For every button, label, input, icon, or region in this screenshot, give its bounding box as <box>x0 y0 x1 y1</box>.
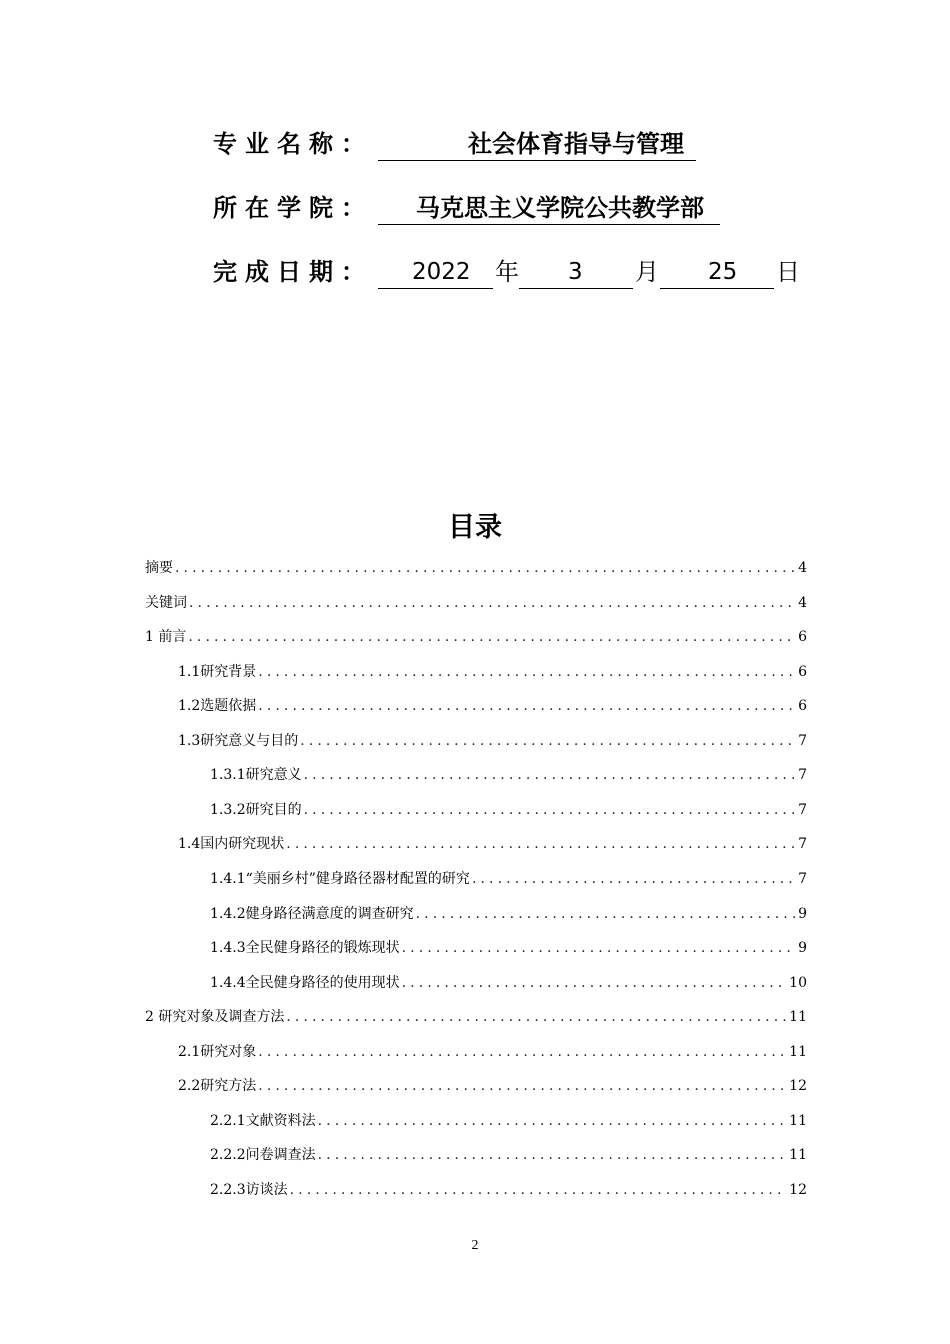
toc-entry-page: 7 <box>798 836 807 853</box>
day-unit: 日 <box>776 258 800 286</box>
college-row <box>213 190 813 226</box>
toc-entry-page: 11 <box>789 1112 807 1129</box>
toc-title: 目录 <box>448 512 502 543</box>
toc-leader-dots <box>290 1180 788 1200</box>
toc-leader-dots <box>318 1145 788 1165</box>
toc-entry-text: 1.3.1研究意义 <box>210 767 302 784</box>
toc-entry-page: 9 <box>798 905 807 922</box>
toc-entry[interactable] <box>145 552 807 578</box>
toc-entry-page: 7 <box>798 732 807 749</box>
date-label: 完成日期： <box>213 258 373 286</box>
toc-entry[interactable] <box>210 1105 807 1131</box>
toc-leader-dots <box>258 696 796 716</box>
toc-leader-dots <box>416 904 796 924</box>
toc-entry[interactable] <box>145 1001 807 1027</box>
toc-entry[interactable] <box>210 1139 807 1165</box>
toc-leader-dots <box>189 593 796 613</box>
toc-entry-page: 10 <box>789 974 807 991</box>
toc-entry-text: 2.2.2问卷调查法 <box>210 1147 316 1164</box>
toc-entry-text: 1.3.2研究目的 <box>210 801 302 818</box>
toc-entry-page: 11 <box>789 1147 807 1164</box>
toc-entry-text: 1.2选题依据 <box>178 698 257 715</box>
toc-leader-dots <box>318 1111 788 1131</box>
toc-entry[interactable] <box>178 656 807 682</box>
toc-entry[interactable] <box>178 1036 807 1062</box>
toc-entry-text: 1.1研究背景 <box>178 663 257 680</box>
toc-entry[interactable] <box>145 621 807 647</box>
toc-entry-text: 1.4.2健身路径满意度的调查研究 <box>210 905 414 922</box>
toc-entry-page: 12 <box>789 1078 807 1095</box>
toc-entry[interactable] <box>210 967 807 993</box>
toc-leader-dots <box>300 731 796 751</box>
toc-entry-text: 2.2.3访谈法 <box>210 1181 288 1198</box>
toc-entry[interactable] <box>210 932 807 958</box>
toc-entry[interactable] <box>178 725 807 751</box>
toc-leader-dots <box>286 1007 787 1027</box>
toc-leader-dots <box>472 869 796 889</box>
toc-entry[interactable] <box>178 828 807 854</box>
toc-entry-text: 1.4.3全民健身路径的锻炼现状 <box>210 940 400 957</box>
year-value: 2022 <box>412 259 471 285</box>
toc-entry-text: 关键词 <box>145 594 187 611</box>
toc-entry-page: 11 <box>789 1043 807 1060</box>
toc-entry[interactable] <box>178 1070 807 1096</box>
toc-entry-page: 9 <box>798 940 807 957</box>
toc-leader-dots <box>402 973 788 993</box>
toc-entry[interactable] <box>210 759 807 785</box>
toc-entry-text: 1 前言 <box>145 629 187 646</box>
toc-entry-page: 4 <box>798 560 807 576</box>
major-label: 专业名称： <box>213 130 373 158</box>
toc-entry-text: 2.2.1文献资料法 <box>210 1112 316 1129</box>
college-label: 所在学院： <box>213 194 373 222</box>
major-value: 社会体育指导与管理 <box>468 130 684 158</box>
toc-entry-page: 7 <box>798 870 807 887</box>
toc-entry[interactable] <box>210 898 807 924</box>
toc-leader-dots <box>304 800 796 820</box>
toc-entry[interactable] <box>210 794 807 820</box>
toc-entry-page: 7 <box>798 801 807 818</box>
day-value: 25 <box>708 259 738 285</box>
toc-leader-dots <box>188 627 796 647</box>
major-row <box>213 126 813 162</box>
page-number: 2 <box>471 1238 479 1253</box>
toc-leader-dots <box>402 938 796 958</box>
toc-entry-text: 2 研究对象及调查方法 <box>145 1009 285 1026</box>
toc-entry[interactable] <box>210 1174 807 1200</box>
toc-entry-page: 6 <box>798 663 807 680</box>
toc-leader-dots <box>286 834 796 854</box>
toc-entry-page: 7 <box>798 767 807 784</box>
toc-entry-text: 2.2研究方法 <box>178 1078 257 1095</box>
month-value: 3 <box>568 259 583 285</box>
toc-entry-text: 1.4.4全民健身路径的使用现状 <box>210 974 400 991</box>
toc-entry-text: 1.3研究意义与目的 <box>178 732 299 749</box>
toc-leader-dots <box>258 1076 787 1096</box>
toc-entry-text: 1.4.1“美丽乡村”健身路径器材配置的研究 <box>210 870 470 887</box>
toc-entry[interactable] <box>178 690 807 716</box>
toc-entry[interactable] <box>210 863 807 889</box>
toc-leader-dots <box>304 765 796 785</box>
toc-entry[interactable] <box>145 587 807 613</box>
month-unit: 月 <box>635 258 659 286</box>
toc-leader-dots <box>258 662 796 682</box>
toc-entry-page: 4 <box>798 594 807 611</box>
toc-entry-text: 1.4国内研究现状 <box>178 836 285 853</box>
toc-entry-page: 12 <box>789 1181 807 1198</box>
toc-entry-page: 11 <box>789 1009 807 1026</box>
toc-entry-text: 2.1研究对象 <box>178 1043 257 1060</box>
year-unit: 年 <box>495 258 519 286</box>
college-value: 马克思主义学院公共教学部 <box>416 194 704 222</box>
toc-entry-page: 6 <box>798 629 807 646</box>
toc-leader-dots <box>258 1042 787 1062</box>
date-row <box>213 254 813 290</box>
toc-entry-page: 6 <box>798 698 807 715</box>
toc-entry-text: 摘要 <box>145 560 173 576</box>
toc-leader-dots <box>175 558 796 578</box>
